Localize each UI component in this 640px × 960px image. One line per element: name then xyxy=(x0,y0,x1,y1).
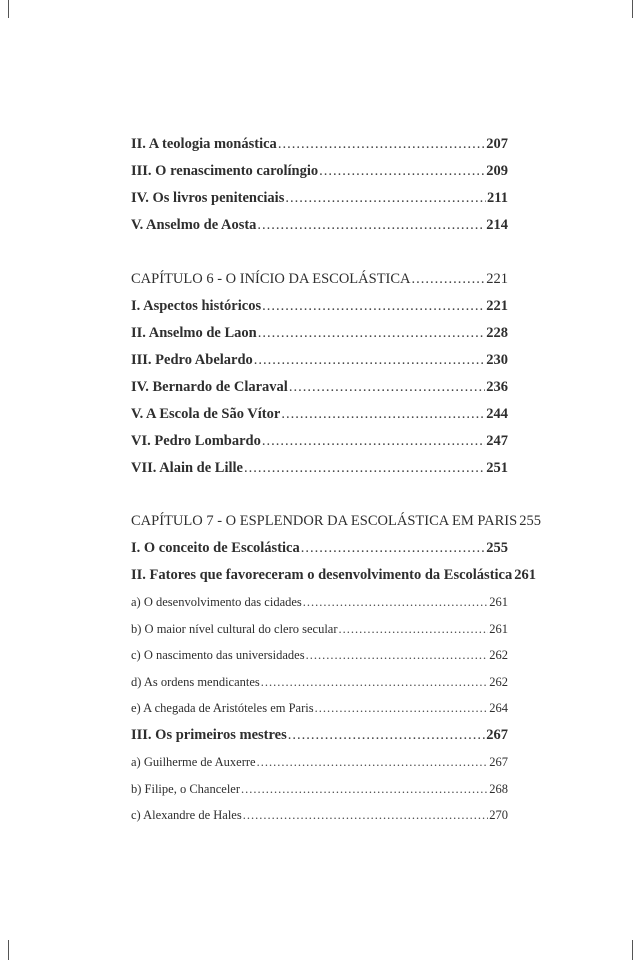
crop-mark-bottom-left xyxy=(8,940,9,960)
page-number: 261 xyxy=(489,595,508,609)
entry-title: c) O nascimento das universidades xyxy=(131,648,305,663)
entry-title: III. Os primeiros mestres xyxy=(131,726,287,743)
toc-subentry[interactable] xyxy=(131,616,508,643)
entry-title: III. O renascimento carolíngio xyxy=(131,163,319,179)
dot-leader xyxy=(281,401,485,428)
toc-entry[interactable] xyxy=(131,535,508,562)
toc-subentry[interactable] xyxy=(131,589,508,616)
entry-title: II. Anselmo de Laon xyxy=(131,325,257,341)
page-number: 262 xyxy=(489,674,508,689)
toc-entry[interactable] xyxy=(131,562,536,589)
toc-chapter-6[interactable] xyxy=(131,266,508,293)
page-number: 264 xyxy=(489,701,508,716)
entry-title: IV. Os livros penitenciais xyxy=(131,190,285,206)
page-number: 230 xyxy=(486,352,508,368)
entry-title: b) Filipe, o Chanceler xyxy=(131,781,240,796)
dot-leader xyxy=(243,802,489,829)
page-number: 244 xyxy=(486,406,508,422)
toc-entry[interactable] xyxy=(131,131,508,158)
table-of-contents xyxy=(131,131,541,829)
page-number: 228 xyxy=(486,325,508,341)
dot-leader xyxy=(301,535,486,562)
toc-entry[interactable] xyxy=(131,347,508,374)
page-number: 261 xyxy=(489,621,508,636)
toc-entry[interactable] xyxy=(131,185,508,212)
page-number: 214 xyxy=(486,217,508,233)
entry-title: V. A Escola de São Vítor xyxy=(131,406,281,422)
page-number: 270 xyxy=(489,808,508,823)
entry-title: V. Anselmo de Aosta xyxy=(131,217,257,233)
crop-mark-top-right xyxy=(632,0,633,18)
entry-title: III. Pedro Abelardo xyxy=(131,352,253,368)
page-number: 255 xyxy=(486,540,508,556)
dot-leader xyxy=(412,266,486,293)
page-number: 207 xyxy=(486,136,508,152)
dot-leader xyxy=(262,428,485,455)
toc-subentry[interactable] xyxy=(131,669,508,696)
dot-leader xyxy=(241,776,488,803)
dot-leader xyxy=(339,616,489,643)
toc-entry[interactable] xyxy=(131,158,508,185)
toc-subentry[interactable] xyxy=(131,695,508,722)
toc-entry[interactable] xyxy=(131,320,508,347)
toc-entry[interactable] xyxy=(131,401,508,428)
toc-subentry[interactable] xyxy=(131,776,508,803)
spacer xyxy=(131,239,508,266)
toc-entry[interactable] xyxy=(131,293,508,320)
page-number: 247 xyxy=(486,433,508,449)
dot-leader xyxy=(319,158,485,185)
toc-subentry[interactable] xyxy=(131,642,508,669)
entry-title: e) A chegada de Aristóteles em Paris xyxy=(131,701,314,716)
page-number: 221 xyxy=(486,271,508,287)
page-number: 209 xyxy=(486,163,508,179)
toc-chapter-7[interactable] xyxy=(131,508,541,535)
page-number: 261 xyxy=(514,567,536,583)
crop-mark-bottom-right xyxy=(632,940,633,960)
toc-entry[interactable] xyxy=(131,722,508,749)
entry-title: CAPÍTULO 7 - O ESPLENDOR DA ESCOLÁSTICA EM PARIS xyxy=(131,513,518,529)
page-number: 268 xyxy=(489,781,508,796)
page-number: 211 xyxy=(487,190,508,206)
page-number: 267 xyxy=(489,754,508,769)
toc-entry[interactable] xyxy=(131,455,508,482)
dot-leader xyxy=(257,749,489,776)
dot-leader xyxy=(244,455,485,482)
dot-leader xyxy=(258,320,486,347)
entry-title: CAPÍTULO 6 - O INÍCIO DA ESCOLÁSTICA xyxy=(131,271,411,287)
entry-title: b) O maior nível cultural do clero secular xyxy=(131,621,338,636)
dot-leader xyxy=(288,722,486,749)
entry-title: a) O desenvolvimento das cidades xyxy=(131,595,302,609)
dot-leader xyxy=(315,695,489,722)
dot-leader xyxy=(257,212,485,239)
dot-leader xyxy=(261,669,488,696)
toc-entry[interactable] xyxy=(131,428,508,455)
dot-leader xyxy=(285,185,486,212)
toc-entry[interactable] xyxy=(131,212,508,239)
dot-leader xyxy=(254,347,485,374)
entry-title: II. A teologia monástica xyxy=(131,136,277,152)
dot-leader xyxy=(262,293,485,320)
entry-title: d) As ordens mendicantes xyxy=(131,674,260,689)
dot-leader xyxy=(306,642,489,669)
toc-entry[interactable] xyxy=(131,374,508,401)
page-number: 267 xyxy=(486,726,508,743)
page-number: 255 xyxy=(519,513,541,529)
dot-leader xyxy=(289,374,485,401)
entry-title: a) Guilherme de Auxerre xyxy=(131,754,256,769)
entry-title: IV. Bernardo de Claraval xyxy=(131,379,288,395)
crop-mark-top-left xyxy=(8,0,9,18)
page-number: 221 xyxy=(486,298,508,314)
dot-leader xyxy=(278,131,485,158)
page-number: 236 xyxy=(486,379,508,395)
page-number: 251 xyxy=(486,460,508,476)
entry-title: I. Aspectos históricos xyxy=(131,298,262,314)
dot-leader xyxy=(303,589,488,616)
entry-title: I. O conceito de Escolástica xyxy=(131,540,300,556)
entry-title: II. Fatores que favoreceram o desenvolvimento da Escolástica xyxy=(131,567,513,583)
toc-subentry[interactable] xyxy=(131,749,508,776)
toc-subentry[interactable] xyxy=(131,802,508,829)
entry-title: VII. Alain de Lille xyxy=(131,460,243,476)
spacer xyxy=(131,482,508,508)
page-number: 262 xyxy=(489,648,508,663)
entry-title: VI. Pedro Lombardo xyxy=(131,433,261,449)
entry-title: c) Alexandre de Hales xyxy=(131,808,242,823)
